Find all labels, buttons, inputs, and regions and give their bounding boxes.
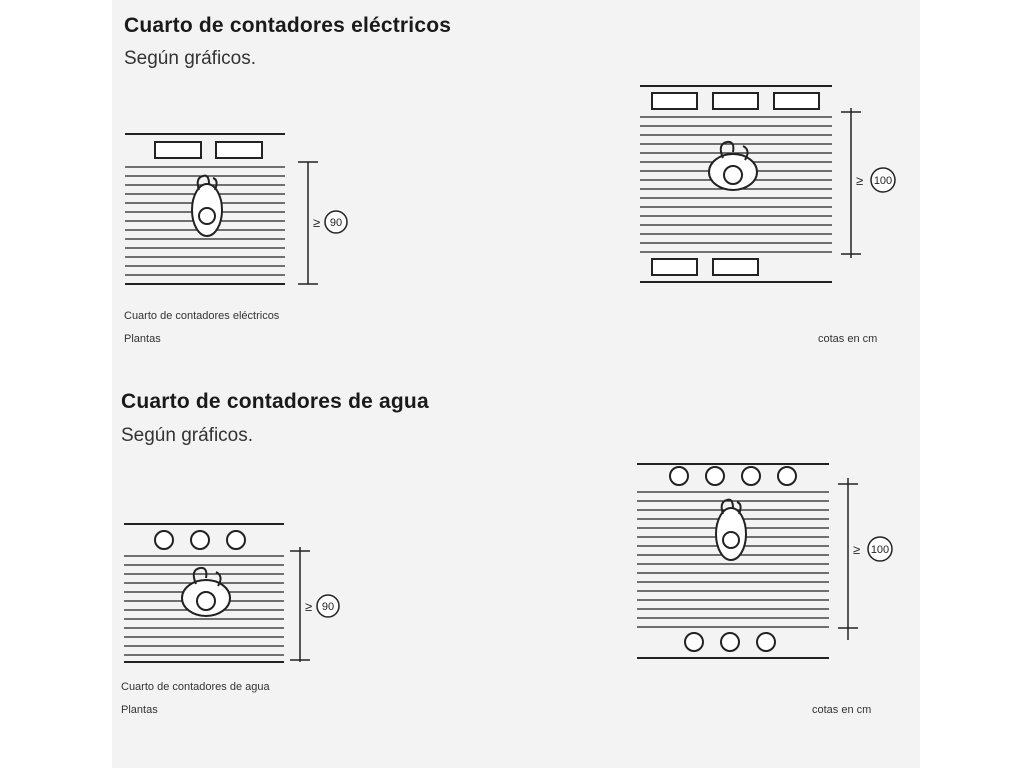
meter-box bbox=[216, 142, 262, 158]
plan-water-small bbox=[124, 524, 339, 662]
caption-water-plantas: Plantas bbox=[121, 704, 158, 716]
water-meter bbox=[155, 531, 173, 549]
dimension-prefix: ≥ bbox=[853, 542, 861, 557]
meter-box bbox=[652, 259, 697, 275]
section-title-electric: Cuarto de contadores eléctricos bbox=[124, 14, 452, 37]
meter-box bbox=[713, 93, 758, 109]
meter-box bbox=[713, 259, 758, 275]
dimension-prefix: ≥ bbox=[313, 215, 321, 230]
plan-electric-small bbox=[125, 134, 347, 284]
dimension-label-100: 100 bbox=[873, 175, 893, 187]
section-title-water: Cuarto de contadores de agua bbox=[121, 390, 429, 413]
water-meter bbox=[742, 467, 760, 485]
water-meter bbox=[191, 531, 209, 549]
meter-box bbox=[652, 93, 697, 109]
person-icon bbox=[182, 568, 230, 616]
caption-water: Cuarto de contadores de agua bbox=[121, 681, 270, 693]
water-meter bbox=[757, 633, 775, 651]
person-icon bbox=[709, 142, 757, 190]
dimension-label-100: 100 bbox=[870, 544, 890, 556]
plan-water-large bbox=[637, 464, 892, 658]
units-note-electric: cotas en cm bbox=[818, 333, 878, 345]
water-meter bbox=[685, 633, 703, 651]
water-meter bbox=[721, 633, 739, 651]
meter-box bbox=[155, 142, 201, 158]
caption-electric: Cuarto de contadores eléctricos bbox=[124, 310, 280, 322]
dimension-prefix: ≥ bbox=[305, 599, 313, 614]
water-meter bbox=[670, 467, 688, 485]
water-meter bbox=[778, 467, 796, 485]
meter-box bbox=[774, 93, 819, 109]
water-meter bbox=[706, 467, 724, 485]
dimension-label-90: 90 bbox=[329, 217, 343, 229]
person-icon bbox=[716, 500, 746, 560]
section-subtitle-electric: Según gráficos. bbox=[124, 48, 257, 69]
units-note-water: cotas en cm bbox=[812, 704, 872, 716]
caption-electric-plantas: Plantas bbox=[124, 333, 161, 345]
dimension-label-90: 90 bbox=[321, 601, 335, 613]
dimension-prefix: ≥ bbox=[856, 173, 864, 188]
section-subtitle-water: Según gráficos. bbox=[121, 425, 254, 446]
water-meter bbox=[227, 531, 245, 549]
